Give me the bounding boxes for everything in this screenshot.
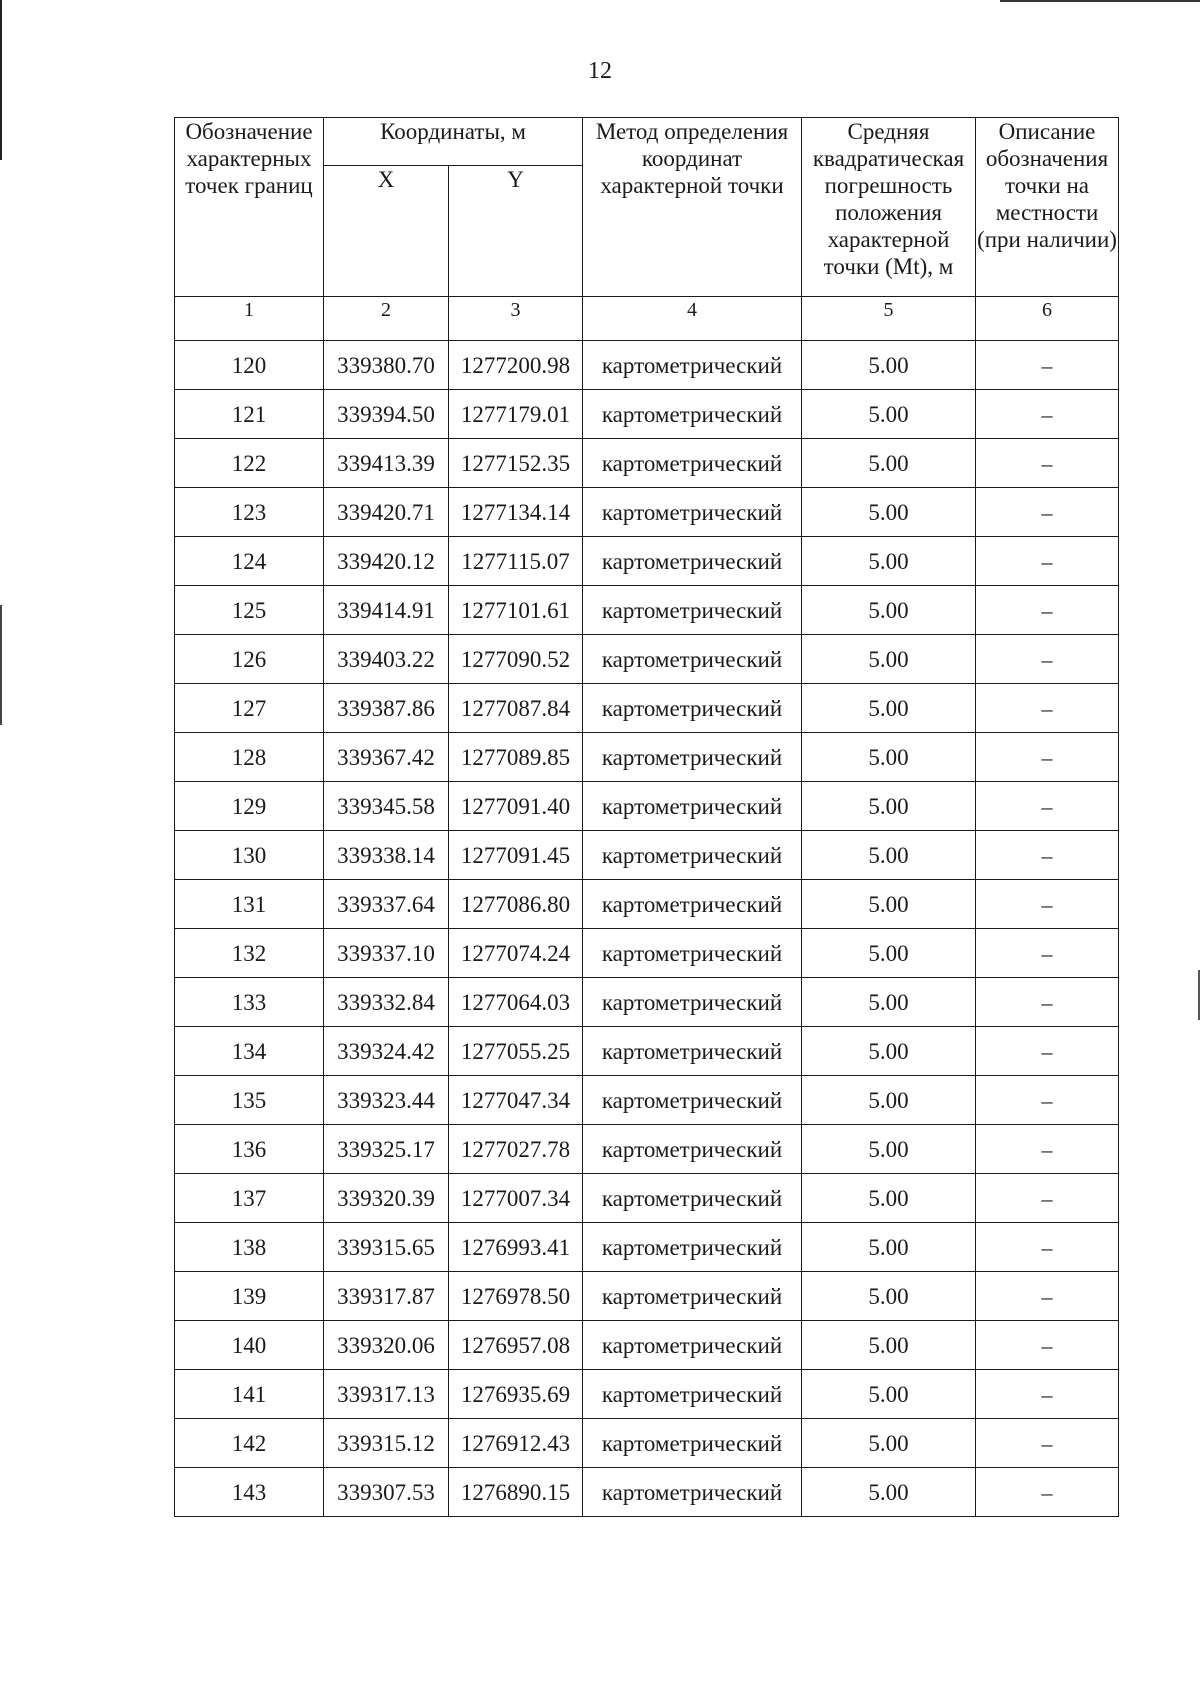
table-row [175,929,1119,978]
table-row [175,1321,1119,1370]
table-row [175,635,1119,684]
error-cell: 5.00 [802,1468,976,1517]
method-cell: картометрический [583,1419,802,1468]
point-id-cell: 137 [175,1174,324,1223]
description-cell: – [976,390,1119,439]
x-coordinate-cell: 339324.42 [324,1027,449,1076]
description-cell: – [976,733,1119,782]
method-cell: картометрический [583,488,802,537]
table-row [175,1223,1119,1272]
error-cell: 5.00 [802,1076,976,1125]
x-coordinate-cell: 339332.84 [324,978,449,1027]
y-coordinate-cell: 1277115.07 [449,537,583,586]
description-cell: – [976,537,1119,586]
error-cell: 5.00 [802,586,976,635]
table-row [175,831,1119,880]
method-cell: картометрический [583,1370,802,1419]
method-cell: картометрический [583,1076,802,1125]
point-id-cell: 124 [175,537,324,586]
table-row [175,880,1119,929]
y-coordinate-cell: 1277086.80 [449,880,583,929]
header-coordinates: Координаты, м [324,118,583,166]
method-cell: картометрический [583,1321,802,1370]
header-method: Метод определения координат характерной точки [583,118,802,297]
point-id-cell: 135 [175,1076,324,1125]
point-id-cell: 141 [175,1370,324,1419]
x-coordinate-cell: 339307.53 [324,1468,449,1517]
point-id-cell: 131 [175,880,324,929]
error-cell: 5.00 [802,1027,976,1076]
description-cell: – [976,586,1119,635]
table-row [175,439,1119,488]
header-y: Y [449,166,583,297]
description-cell: – [976,684,1119,733]
x-coordinate-cell: 339325.17 [324,1125,449,1174]
point-id-cell: 133 [175,978,324,1027]
error-cell: 5.00 [802,439,976,488]
column-number: 1 [175,297,324,341]
point-id-cell: 128 [175,733,324,782]
table-row [175,978,1119,1027]
error-cell: 5.00 [802,341,976,390]
scan-edge-mark [0,605,2,725]
method-cell: картометрический [583,341,802,390]
table-row [175,1125,1119,1174]
y-coordinate-cell: 1277101.61 [449,586,583,635]
column-number: 5 [802,297,976,341]
table-row [175,1174,1119,1223]
description-cell: – [976,1419,1119,1468]
error-cell: 5.00 [802,978,976,1027]
error-cell: 5.00 [802,1419,976,1468]
y-coordinate-cell: 1277200.98 [449,341,583,390]
description-cell: – [976,1125,1119,1174]
method-cell: картометрический [583,537,802,586]
description-cell: – [976,439,1119,488]
x-coordinate-cell: 339387.86 [324,684,449,733]
point-id-cell: 132 [175,929,324,978]
point-id-cell: 138 [175,1223,324,1272]
description-cell: – [976,1272,1119,1321]
x-coordinate-cell: 339323.44 [324,1076,449,1125]
point-id-cell: 122 [175,439,324,488]
point-id-cell: 136 [175,1125,324,1174]
table-row [175,684,1119,733]
description-cell: – [976,635,1119,684]
description-cell: – [976,1468,1119,1517]
error-cell: 5.00 [802,1174,976,1223]
header-error: Средняя квадратическая погрешность положения характерной точки (Mt), м [802,118,976,297]
y-coordinate-cell: 1276935.69 [449,1370,583,1419]
y-coordinate-cell: 1277152.35 [449,439,583,488]
point-id-cell: 123 [175,488,324,537]
table-row [175,1027,1119,1076]
point-id-cell: 129 [175,782,324,831]
description-cell: – [976,831,1119,880]
method-cell: картометрический [583,586,802,635]
coordinates-table [174,117,1119,1517]
description-cell: – [976,880,1119,929]
x-coordinate-cell: 339337.10 [324,929,449,978]
y-coordinate-cell: 1277089.85 [449,733,583,782]
description-cell: – [976,782,1119,831]
error-cell: 5.00 [802,831,976,880]
description-cell: – [976,1076,1119,1125]
x-coordinate-cell: 339420.12 [324,537,449,586]
error-cell: 5.00 [802,684,976,733]
error-cell: 5.00 [802,929,976,978]
table-row [175,1468,1119,1517]
table-row [175,341,1119,390]
description-cell: – [976,1321,1119,1370]
method-cell: картометрический [583,880,802,929]
y-coordinate-cell: 1277027.78 [449,1125,583,1174]
x-coordinate-cell: 339414.91 [324,586,449,635]
method-cell: картометрический [583,439,802,488]
y-coordinate-cell: 1277179.01 [449,390,583,439]
method-cell: картометрический [583,978,802,1027]
table-row [175,390,1119,439]
y-coordinate-cell: 1277047.34 [449,1076,583,1125]
x-coordinate-cell: 339315.12 [324,1419,449,1468]
y-coordinate-cell: 1276957.08 [449,1321,583,1370]
table-row [175,733,1119,782]
table-row [175,586,1119,635]
table-row [175,782,1119,831]
table-row [175,1272,1119,1321]
x-coordinate-cell: 339394.50 [324,390,449,439]
header-designation: Обозначение характерных точек границ [175,118,324,297]
column-number: 2 [324,297,449,341]
x-coordinate-cell: 339320.06 [324,1321,449,1370]
y-coordinate-cell: 1276993.41 [449,1223,583,1272]
method-cell: картометрический [583,635,802,684]
error-cell: 5.00 [802,880,976,929]
description-cell: – [976,978,1119,1027]
error-cell: 5.00 [802,537,976,586]
point-id-cell: 139 [175,1272,324,1321]
error-cell: 5.00 [802,390,976,439]
error-cell: 5.00 [802,1272,976,1321]
scan-edge-mark [1000,0,1200,2]
x-coordinate-cell: 339338.14 [324,831,449,880]
point-id-cell: 127 [175,684,324,733]
point-id-cell: 134 [175,1027,324,1076]
x-coordinate-cell: 339413.39 [324,439,449,488]
x-coordinate-cell: 339317.13 [324,1370,449,1419]
table-row [175,1419,1119,1468]
table-row [175,537,1119,586]
description-cell: – [976,1027,1119,1076]
header-x: X [324,166,449,297]
error-cell: 5.00 [802,1321,976,1370]
table-row [175,1076,1119,1125]
point-id-cell: 126 [175,635,324,684]
method-cell: картометрический [583,733,802,782]
description-cell: – [976,929,1119,978]
x-coordinate-cell: 339403.22 [324,635,449,684]
point-id-cell: 121 [175,390,324,439]
error-cell: 5.00 [802,782,976,831]
description-cell: – [976,1370,1119,1419]
y-coordinate-cell: 1276890.15 [449,1468,583,1517]
point-id-cell: 143 [175,1468,324,1517]
column-numbers-row [175,297,1119,341]
point-id-cell: 125 [175,586,324,635]
y-coordinate-cell: 1277007.34 [449,1174,583,1223]
header-description: Описание обозначения точки на местности (при наличии) [976,118,1119,297]
y-coordinate-cell: 1277087.84 [449,684,583,733]
method-cell: картометрический [583,1468,802,1517]
method-cell: картометрический [583,684,802,733]
x-coordinate-cell: 339367.42 [324,733,449,782]
y-coordinate-cell: 1276912.43 [449,1419,583,1468]
y-coordinate-cell: 1277091.40 [449,782,583,831]
error-cell: 5.00 [802,488,976,537]
y-coordinate-cell: 1277091.45 [449,831,583,880]
point-id-cell: 130 [175,831,324,880]
point-id-cell: 142 [175,1419,324,1468]
error-cell: 5.00 [802,733,976,782]
description-cell: – [976,1174,1119,1223]
x-coordinate-cell: 339420.71 [324,488,449,537]
method-cell: картометрический [583,1272,802,1321]
method-cell: картометрический [583,1223,802,1272]
page-number: 12 [588,58,612,84]
column-number: 6 [976,297,1119,341]
y-coordinate-cell: 1277134.14 [449,488,583,537]
point-id-cell: 120 [175,341,324,390]
y-coordinate-cell: 1276978.50 [449,1272,583,1321]
x-coordinate-cell: 339345.58 [324,782,449,831]
x-coordinate-cell: 339315.65 [324,1223,449,1272]
method-cell: картометрический [583,831,802,880]
method-cell: картометрический [583,1174,802,1223]
method-cell: картометрический [583,390,802,439]
description-cell: – [976,1223,1119,1272]
y-coordinate-cell: 1277074.24 [449,929,583,978]
y-coordinate-cell: 1277064.03 [449,978,583,1027]
x-coordinate-cell: 339317.87 [324,1272,449,1321]
column-number: 4 [583,297,802,341]
method-cell: картометрический [583,929,802,978]
error-cell: 5.00 [802,635,976,684]
x-coordinate-cell: 339320.39 [324,1174,449,1223]
x-coordinate-cell: 339380.70 [324,341,449,390]
table-row [175,488,1119,537]
point-id-cell: 140 [175,1321,324,1370]
error-cell: 5.00 [802,1223,976,1272]
column-number: 3 [449,297,583,341]
table-body [175,341,1119,1517]
error-cell: 5.00 [802,1125,976,1174]
x-coordinate-cell: 339337.64 [324,880,449,929]
method-cell: картометрический [583,782,802,831]
y-coordinate-cell: 1277090.52 [449,635,583,684]
y-coordinate-cell: 1277055.25 [449,1027,583,1076]
description-cell: – [976,488,1119,537]
error-cell: 5.00 [802,1370,976,1419]
table-row [175,1370,1119,1419]
method-cell: картометрический [583,1125,802,1174]
method-cell: картометрический [583,1027,802,1076]
description-cell: – [976,341,1119,390]
